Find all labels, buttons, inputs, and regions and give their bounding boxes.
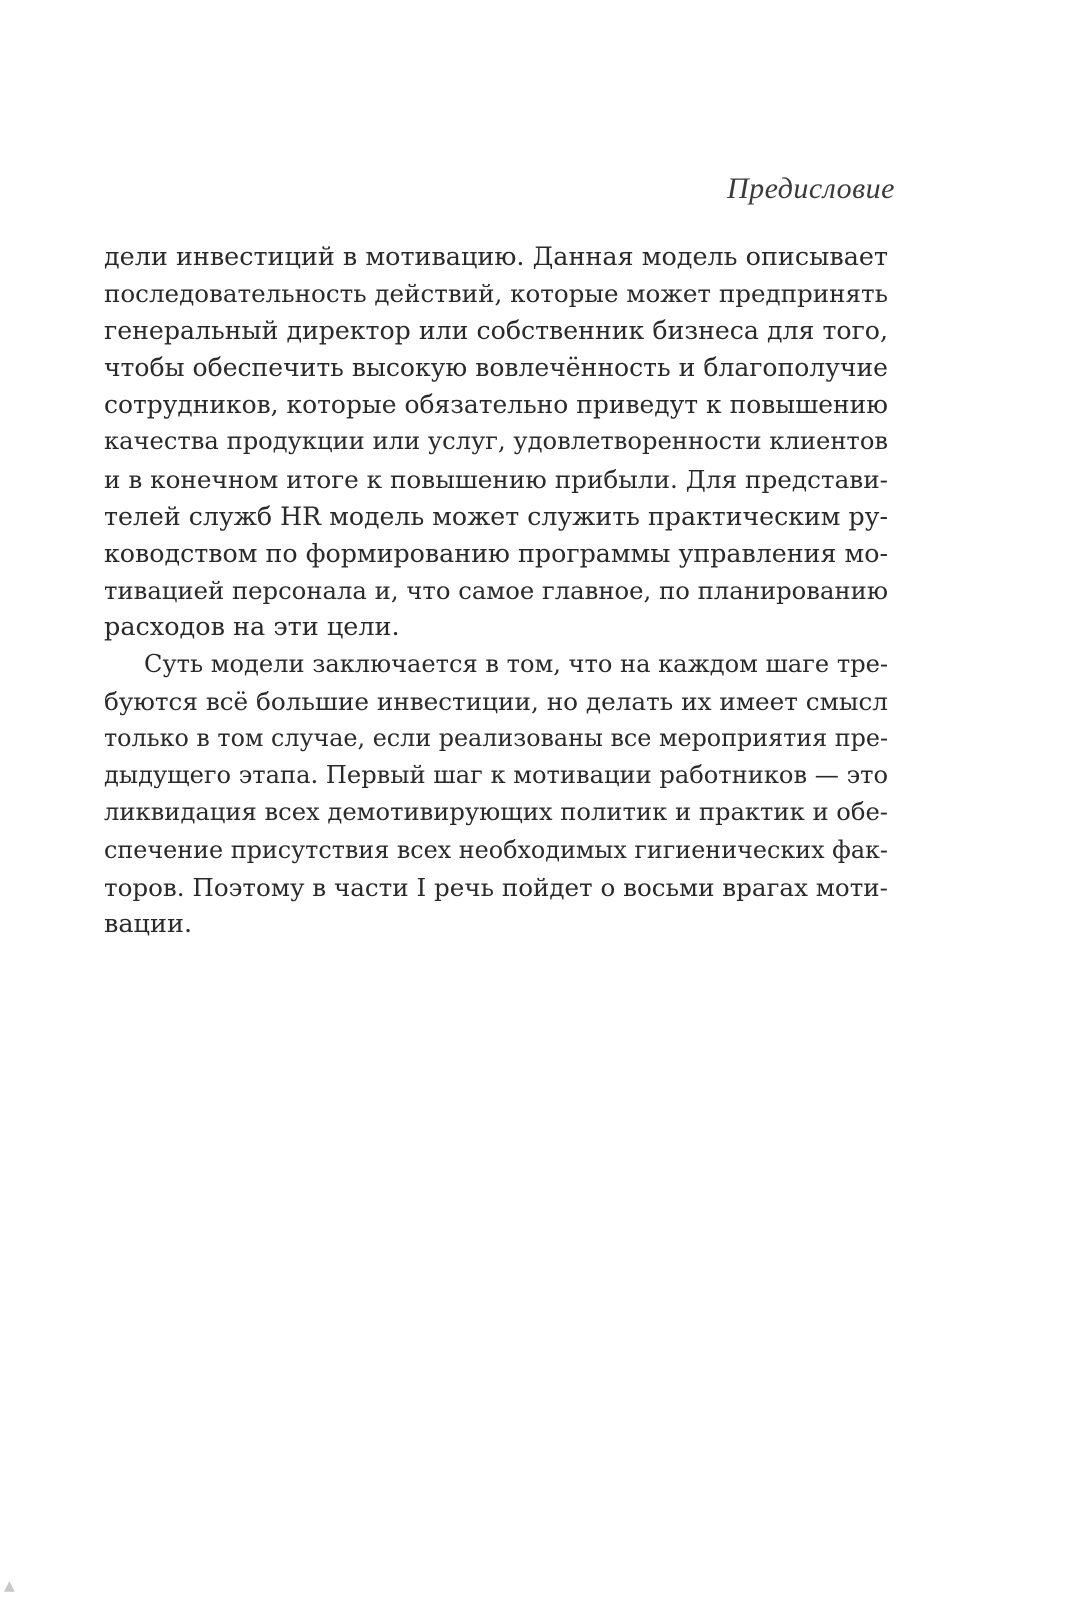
text-line: только в том случае, если реализованы все мероприятия пре- (104, 724, 888, 753)
text-line: спечение присутствия всех необходимых гигиенических фак- (104, 835, 888, 864)
text-line: последовательность действий, которые может предпринять (104, 279, 888, 309)
text-line: ликвидация всех демотивирующих политик и практик и обе- (104, 798, 888, 827)
text-line: дели инвестиций в мотивацию. Данная модель описывает (104, 241, 888, 271)
text-line: генеральный директор или собственник бизнеса для того, (104, 316, 888, 346)
paragraph-2 (104, 646, 888, 943)
text-line: буются всё большие инвестиции, но делать их имеет смысл (104, 687, 888, 717)
text-line: чтобы обеспечить высокую вовлечённость и благополучие (104, 353, 888, 383)
text-line: тивацией персонала и, что самое главное, по планированию (104, 575, 888, 605)
text-line: дыдущего этапа. Первый шаг к мотивации работников — это (104, 761, 888, 790)
text-line: расходов на эти цели. (104, 611, 400, 642)
running-head: Предисловие (726, 172, 895, 205)
corner-mark: ▲ (4, 1578, 15, 1594)
text-line: телей служб HR модель может служить практическим ру- (104, 501, 888, 531)
text-line: торов. Поэтому в части I речь пойдет о восьми врагах моти- (104, 872, 888, 902)
text-line: и в конечном итоге к повышению прибыли. Для представи- (104, 464, 888, 494)
text-line: сотрудников, которые обязательно приведут к повышению (104, 390, 888, 420)
text-line: вации. (104, 908, 193, 939)
paragraph-1 (104, 238, 888, 646)
text-line: Суть модели заключается в том, что на каждом шаге тре- (144, 650, 889, 679)
body-text (104, 238, 888, 943)
text-line: качества продукции или услуг, удовлетворенности клиентов (104, 427, 888, 456)
text-line: ководством по формированию программы управления мо- (104, 538, 888, 568)
